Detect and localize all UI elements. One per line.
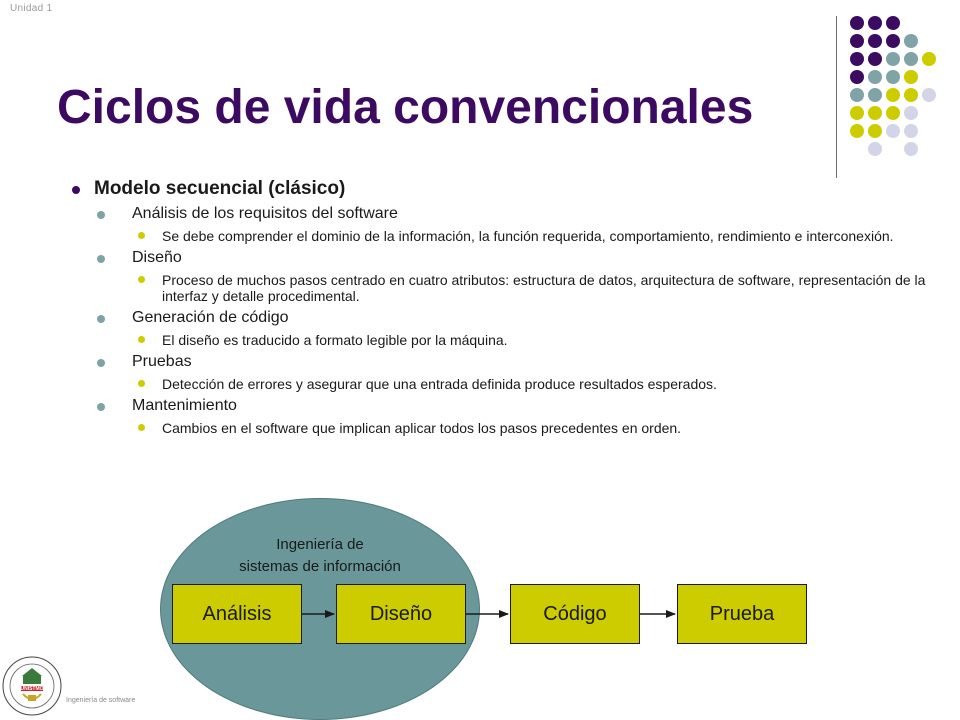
box-codigo: Código	[510, 584, 640, 644]
step-label: Diseño	[132, 249, 182, 266]
step-detail: Detección de errores y asegurar que una entrada definida produce resultados esperados.	[162, 376, 717, 392]
box-prueba: Prueba	[677, 584, 807, 644]
step-label: Mantenimiento	[132, 397, 237, 414]
box-analisis: Análisis	[172, 584, 302, 644]
step-detail: Se debe comprender el dominio de la información, la función requerida, comportamiento, rendimiento e interconexión.	[162, 228, 894, 244]
footer-text: Ingeniería de software	[66, 697, 136, 704]
step-label: Análisis de los requisitos del software	[132, 205, 398, 222]
step-label: Pruebas	[132, 353, 192, 370]
level1-text: Modelo secuencial (clásico)	[94, 178, 346, 199]
step-detail: Proceso de muchos pasos centrado en cuatro atributos: estructura de datos, arquitectura de software, representación de la interfaz y detalle procedimental.	[162, 272, 926, 304]
step-label: Generación de código	[132, 309, 289, 326]
ellipse-label-line1: Ingeniería de	[276, 536, 364, 553]
ellipse-label-line2: sistemas de información	[239, 558, 401, 575]
university-seal-logo	[2, 654, 62, 718]
box-diseno: Diseño	[336, 584, 466, 644]
step-detail: Cambios en el software que implican aplicar todos los pasos precedentes en orden.	[162, 420, 682, 436]
step-detail: El diseño es traducido a formato legible por la máquina.	[162, 332, 508, 348]
slide-title: Ciclos de vida convencionales	[57, 81, 754, 134]
logo-text: UNISTMO	[20, 686, 44, 692]
unit-label: Unidad 1	[10, 3, 53, 14]
